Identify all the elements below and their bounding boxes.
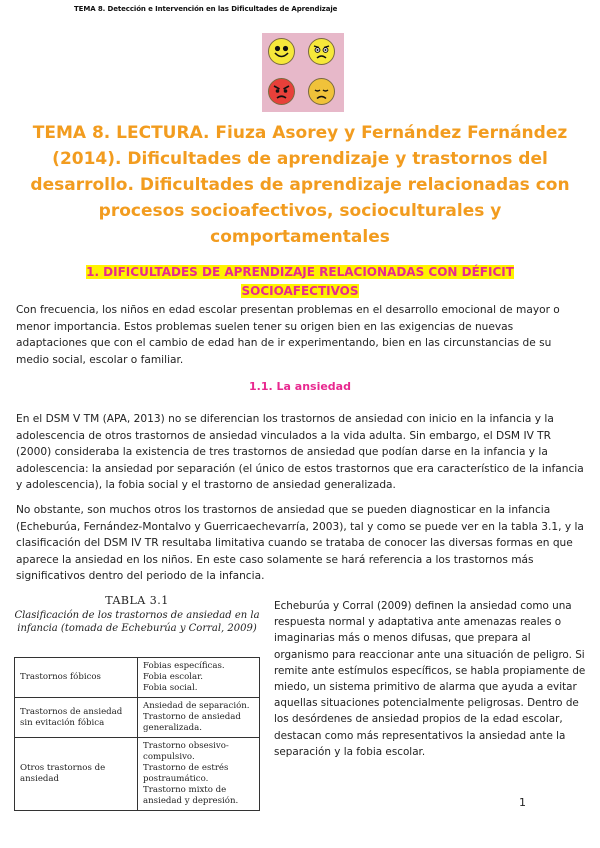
emotions-illustration — [262, 33, 344, 112]
section-heading — [60, 263, 540, 301]
table-caption — [14, 594, 260, 635]
table-row-label: Trastornos de ansiedad sin evitación fóbica — [15, 698, 138, 738]
table-row-items — [138, 738, 260, 811]
table-item: Fobia escolar. — [143, 672, 204, 682]
table-item: Ansiedad de separación. — [143, 701, 250, 711]
page-number: 1 — [519, 796, 526, 809]
table-row-label: Otros trastornos de ansiedad — [15, 738, 138, 811]
table-item: Trastorno de ansiedad generalizada. — [143, 712, 241, 733]
running-header: TEMA 8. Detección e Intervención en las Dificultades de Aprendizaje — [74, 5, 338, 13]
table-item: Trastorno de estrés postraumático. — [143, 763, 229, 784]
table-item: Fobias específicas. — [143, 661, 225, 671]
table-item: Fobia social. — [143, 683, 198, 693]
subsection-heading: 1.1. La ansiedad — [249, 380, 351, 393]
anxiety-types-paragraph: No obstante, son muchos otros los trastornos de ansiedad que se pueden diagnosticar en la infancia (Echeburúa, Fernández-Montalvo y Guerricaechevarría, 2003), tal y como se puede ver en la tabla 3.1, y la clasificación del DSM IV TR resultaba limitativa cuando se trataba de conocer las diversas formas en que aparece la ansiedad en los niños. En este caso solamente se hará referencia a los trastornos más significativos dentro del periodo de la infancia. — [16, 504, 584, 583]
table-item: Trastorno mixto de ansiedad y depresión. — [143, 785, 239, 806]
table-row-items — [138, 658, 260, 698]
table-row — [15, 698, 260, 738]
table-item: Trastorno obsesivo-compulsivo. — [143, 741, 229, 762]
table-number: TABLA 3.1 — [105, 594, 169, 607]
table-row-items — [138, 698, 260, 738]
table-row-label: Trastornos fóbicos — [15, 658, 138, 698]
page-title: TEMA 8. LECTURA. Fiuza Asorey y Fernández Fernández (2014). Dificultades de aprendizaje y trastornos del desarrollo. Dificultades de aprendizaje relacionadas con procesos socioafectivos, socioculturales y comportamentales — [30, 123, 570, 247]
sad-face-icon — [308, 78, 335, 105]
happy-face-icon — [268, 38, 295, 65]
table-caption-text: Clasificación de los trastornos de ansiedad en la infancia (tomada de Echeburúa y Corral, 2009) — [14, 610, 260, 634]
anxiety-classification-table — [14, 657, 260, 811]
section-heading-text: 1. DIFICULTADES DE APRENDIZAJE RELACIONADAS CON DÉFICIT SOCIOAFECTIVOS — [86, 265, 514, 298]
angry-face-icon — [268, 78, 295, 105]
dsm-paragraph: En el DSM V TM (APA, 2013) no se diferencian los trastornos de ansiedad con inicio en la infancia y la adolescencia de otros trastornos de ansiedad vinculados a la vida adulta. Sin embargo, el DSM IV TR (2000) consideraba la existencia de tres trastornos de ansiedad que podían darse en la infancia y la adolescencia: la ansiedad por separación (el único de estos trastornos que era característico de la infancia y adolescencia), la fobia social y el trastorno de ansiedad generalizada. — [16, 413, 584, 492]
worried-face-icon — [308, 38, 335, 65]
table-row — [15, 738, 260, 811]
table-row — [15, 658, 260, 698]
intro-paragraph: Con frecuencia, los niños en edad escolar presentan problemas en el desarrollo emocional de mayor o menor importancia. Estos problemas suelen tener su origen bien en las exigencias de nuevas adaptaciones que con el cambio de edad han de ir experimentando, bien en las circunstancias de su medio social, escolar o familiar. — [16, 304, 560, 366]
anxiety-definition-paragraph: Echeburúa y Corral (2009) definen la ansiedad como una respuesta normal y adaptativa ante amenazas reales o imaginarias más o menos difusas, que prepara al organismo para reaccionar ante una situación de peligro. Si remite ante estímulos específicos, se habla propiamente de miedo, un sistema primitivo de alarma que ayuda a evitar aquellas situaciones potencialmente peligrosas. Dentro de los desórdenes de ansiedad propios de la edad escolar, destacan como más representativos la ansiedad ante la separación y la fobia escolar. — [274, 600, 586, 758]
